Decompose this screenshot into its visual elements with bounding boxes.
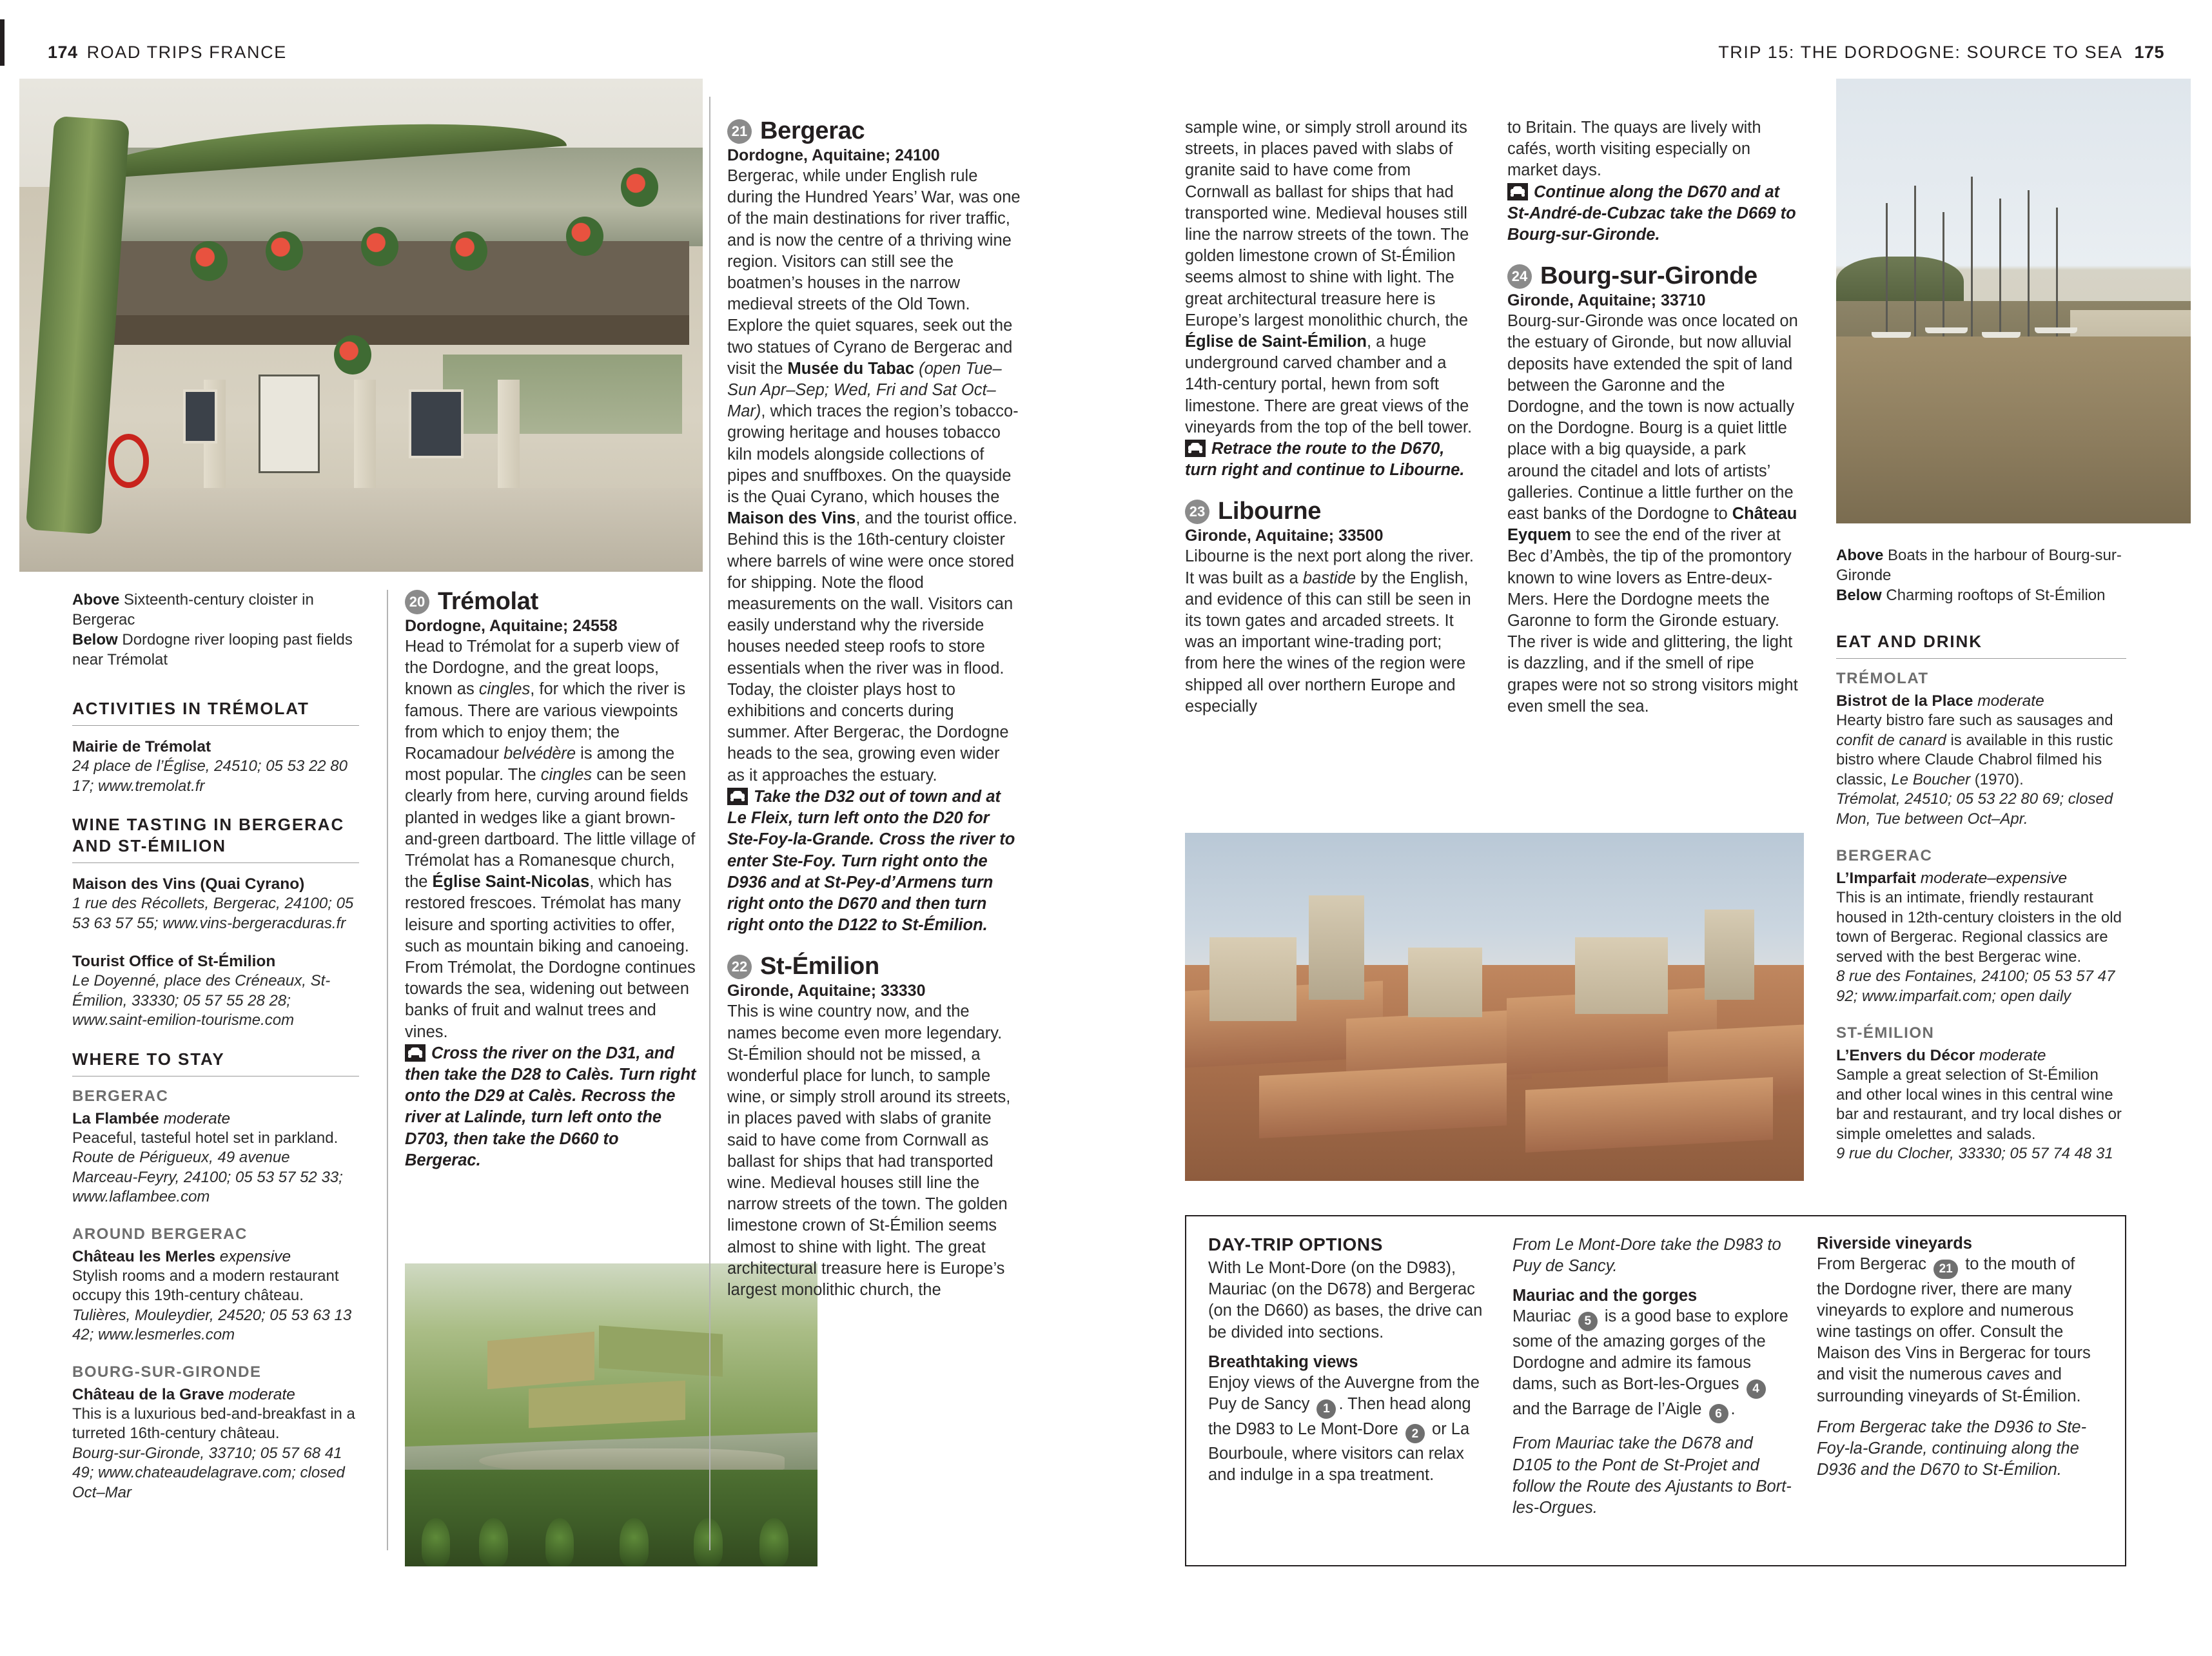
- heading-eat-and-drink: EAT AND DRINK: [1836, 631, 2126, 659]
- dt-seg: is a good base to explore some of the amazing gorges of the Dordogne and admire its famous dams, such as Bort-les-Orgues: [1512, 1307, 1788, 1394]
- poi-title: Libourne: [1218, 498, 1322, 525]
- stay-address: Route de Périgueux, 49 avenue Marceau-Feyry, 24100; 05 53 57 52 33; www.laflambee.com: [72, 1149, 343, 1205]
- poi-body: [405, 636, 698, 1043]
- driving-directions-stemilion: [1185, 438, 1478, 481]
- route-marker: 21: [1933, 1260, 1958, 1279]
- dt-seg: Mauriac: [1512, 1307, 1576, 1326]
- body-seg: Bourg-sur-Gironde was once located on the estuary of Gironde, but now alluvial deposits have extended the spit of land between the Garonne and the Dordogne, and the town is now actually on the Dordogne. Bourg is a quiet little place with a big quayside, a park around the citadel and lots of artists’ galleries. Continue a little further on the east banks of the Dordogne to: [1507, 312, 1798, 523]
- stay-group: [72, 1225, 359, 1345]
- body-seg: to see the end of the river at Bec d’Ambès, the tip of the promontory known to wine lovers as Entre-deux-Mers. Here the Dordogne meets the Garonne to form the Gironde estuary. The river is wide and glittering, the light is dazzling, and if the smell of ripe grapes were not so strong visitors might even smell the sea.: [1507, 526, 1798, 716]
- folio-left: 174: [48, 43, 78, 62]
- caption-above-text: Sixteenth-century cloister in Bergerac: [72, 591, 314, 628]
- stay-desc: This is a luxurious bed-and-breakfast in a turreted 16th-century château.: [72, 1405, 355, 1442]
- poi-title: St-Émilion: [760, 953, 879, 980]
- stay-desc: Peaceful, tasteful hotel set in parkland.: [72, 1129, 338, 1147]
- directions-text: Take the D32 out of town and at Le Fleix, turn left onto the D20 for Ste-Foy-la-Grande. Cross the river to enter Ste-Foy. Turn right onto the D936 and at St-Pey-d’Armens turn right onto the D670 and then turn right onto the D122 to St-Émilion.: [727, 787, 1015, 935]
- folio-right: 175: [2134, 43, 2164, 62]
- body-bold: Château Eyquem: [1507, 505, 1797, 545]
- body-italic: belvédère: [504, 745, 576, 763]
- wine-entry: [72, 951, 359, 1031]
- caption-below-label: Below: [72, 631, 118, 648]
- body-seg: is among the most popular. The: [405, 745, 675, 784]
- eat-town: TRÉMOLAT: [1836, 670, 1929, 687]
- body-seg: , which traces the region’s tobacco-growing heritage and houses tobacco kiln models alongside collections of pipes and snuffboxes. On the quayside is the Quai Cyrano, which houses the: [727, 402, 1019, 507]
- photo-dordogne-river-loop: [405, 1263, 817, 1566]
- body-seg-lib2: to Britain. The quays are lively with cafés, worth visiting especially on market days.: [1507, 119, 1761, 180]
- column-rule-2: [709, 97, 710, 1550]
- driving-directions-libourne: [1507, 182, 1801, 246]
- poi-number-badge: 21: [727, 119, 752, 144]
- stay-group: [72, 1363, 359, 1503]
- desc-italic: confit de canard: [1836, 731, 1946, 749]
- eat-name-text: L’Envers du Décor: [1836, 1047, 1975, 1064]
- eat-desc: [1836, 711, 2126, 790]
- stay-desc: Stylish rooms and a modern restaurant occupy this 19th-century château.: [72, 1267, 339, 1304]
- stay-name: [72, 1385, 359, 1405]
- heading-wine-tasting: WINE TASTING IN BERGERAC AND ST-ÉMILION: [72, 814, 359, 863]
- stay-name-text: Château les Merles: [72, 1247, 215, 1265]
- poi-subtitle: Dordogne, Aquitaine; 24100: [727, 146, 940, 164]
- eat-address: 9 rue du Clocher, 33330; 05 57 74 48 31: [1836, 1145, 2113, 1162]
- route-marker: 4: [1747, 1379, 1766, 1399]
- body-seg: Head to Trémolat for a superb view of the Dordogne, and the great loops, known as: [405, 638, 680, 699]
- directions-text: Cross the river on the D31, and then take the D28 to Calès. Turn right onto the D29 at Calès. Recross the river at Lalinde, turn left onto the D703, then take the D660 to Bergerac.: [405, 1044, 696, 1169]
- body-seg-b: , a huge underground carved chamber and a 14th-century portal, hewn from soft limestone. There are great views of the vineyards from the top of the bell tower.: [1185, 333, 1473, 436]
- running-title-right: TRIP 15: THE DORDOGNE: SOURCE TO SEA: [1718, 43, 2123, 62]
- poi-body-stemilion-part1: [727, 1001, 1021, 1301]
- poi-heading-stemilion: [727, 953, 1021, 980]
- caption-above-label: Above: [72, 591, 120, 609]
- eat-town: ST-ÉMILION: [1836, 1024, 1935, 1042]
- eat-address: Trémolat, 24510; 05 53 22 80 69; closed Mon, Tue between Oct–Apr.: [1836, 790, 2113, 828]
- dt-seg: . Then head along the D983 to Le Mont-Dore: [1208, 1395, 1471, 1438]
- caption-below-text: Dordogne river looping past fields near Trémolat: [72, 631, 353, 668]
- body-seg: , and the tourist office. Behind this is the 16th-century cloister where barrels of wine were once stored for shipping. Note the flood measurements on the wall. Visitors can easily understand why the riverside houses needed steep roofs to store essentials when the river was in flood. Today, the cloister plays host to exhibitions and concerts during summer. After Bergerac, the Dordogne heads to the sea, growing even wider as it approaches the estuary.: [727, 509, 1017, 784]
- driving-directions-bergerac: [727, 786, 1021, 936]
- poi-subtitle: Dordogne, Aquitaine; 24558: [405, 617, 618, 635]
- caption-above-text: Boats in the harbour of Bourg-sur-Gironde: [1836, 547, 2122, 584]
- poi-body-bourg: [1507, 311, 1801, 717]
- eat-desc: Sample a great selection of St-Émilion and other local wines in this central wine bar and restaurant, and try local dishes or simple omelettes and salads.: [1836, 1066, 2122, 1143]
- day-trip-col-2: [1512, 1234, 1794, 1547]
- body-seg: , for which the river is famous. There are various viewpoints from which to enjoy them; the Rocamadour: [405, 680, 686, 763]
- dt-seg: and the Barrage de l’Aigle: [1512, 1399, 1707, 1418]
- poi-number-badge: 20: [405, 590, 429, 614]
- day-trip-note-1: From Le Mont-Dore take the D983 to Puy de Sancy.: [1512, 1236, 1781, 1276]
- body-seg: Bergerac, while under English rule during the Hundred Years’ War, was one of the main destinations for river traffic, and is now the centre of a thriving wine region. Visitors can still see the boatmen’s houses in the narrow medieval streets of the Old Town. Explore the quiet squares, seek out the two statues of Cyrano de Bergerac and visit the: [727, 167, 1021, 378]
- heading-activities: ACTIVITIES IN TRÉMOLAT: [72, 698, 359, 726]
- photo-boats-harbour: [1836, 79, 2191, 523]
- body-seg: can be seen clearly from here, curving around fields planted in wedges like a giant brown-and-green dartboard. The little village of Trémolat has a Romanesque church, the: [405, 766, 696, 891]
- sidebar-practical-information: [72, 590, 359, 1521]
- poi-tremolat: [405, 588, 698, 1171]
- poi-number-badge: 24: [1507, 264, 1532, 289]
- dt-seg: and surrounding vineyards of St-Émilion.: [1817, 1365, 2081, 1405]
- body-italic: bastide: [1302, 569, 1356, 587]
- stay-town: BERGERAC: [72, 1087, 169, 1105]
- eat-address: 8 rue des Fontaines, 24100; 05 53 57 47 92; www.imparfait.com; open daily: [1836, 968, 2115, 1005]
- eat-price: moderate: [1979, 1047, 2046, 1064]
- eat-name: [1836, 1046, 2126, 1066]
- day-trip-section-text: [1817, 1254, 2098, 1407]
- wine-address: 1 rue des Récollets, Bergerac, 24100; 05 53 63 57 55; www.vins-bergeracduras.fr: [72, 895, 354, 932]
- dt-italic: caves: [1986, 1365, 2030, 1384]
- poi-body: [727, 166, 1021, 786]
- day-trip-heading: DAY-TRIP OPTIONS: [1208, 1234, 1383, 1254]
- desc-italic: Le Boucher: [1891, 770, 1971, 788]
- day-trip-note-3: From Bergerac take the D936 to Ste-Foy-la-Grande, continuing along the D936 and the D670 to St-Émilion.: [1817, 1417, 2087, 1479]
- body-seg-a: sample wine, or simply stroll around its streets, in places paved with slabs of granite said to have come from Cornwall as ballast for ships that had transported wine. Medieval houses still line the narrow streets of the town. The golden limestone crown of St-Émilion seems almost to shine with light. The great architectural treasure here is Europe’s largest monolithic church, the: [1185, 119, 1469, 329]
- poi-body-stemilion-tail: [1185, 117, 1478, 438]
- body-bold: Église Saint-Nicolas: [432, 873, 590, 891]
- heading-where-to-stay: WHERE TO STAY: [72, 1049, 359, 1076]
- eat-group: [1836, 670, 2126, 829]
- dt-seg: .: [1730, 1399, 1736, 1418]
- desc-seg: is available in this rustic bistro where Claude Chabrol filmed his classic,: [1836, 731, 2113, 788]
- poi-number-badge: 23: [1185, 500, 1209, 524]
- wine-name: Maison des Vins (Quai Cyrano): [72, 875, 305, 893]
- body-italic: cingles: [478, 680, 531, 699]
- body-seg-lib: by the English, and evidence of this can still be seen in its town gates and arcaded streets. It was an important wine-trading port; from here the wines of the region were shipped all over northern Europe and especially: [1185, 569, 1471, 716]
- poi-title: Bourg-sur-Gironde: [1540, 262, 1757, 290]
- stay-group: [72, 1087, 359, 1207]
- desc-seg: (1970).: [1970, 770, 2024, 788]
- route-marker: 6: [1709, 1404, 1728, 1423]
- stay-address: Tulières, Mouleydier, 24520; 05 53 63 13 42; www.lesmerles.com: [72, 1306, 352, 1343]
- body-bold: Maison des Vins: [727, 509, 856, 528]
- day-trip-section-title: Breathtaking views: [1208, 1352, 1358, 1371]
- eat-group: [1836, 1024, 2126, 1164]
- poi-heading-libourne: [1185, 498, 1478, 525]
- caption-above-label: Above: [1836, 547, 1884, 564]
- body-seg: , which has restored frescoes. Trémolat has many leisure and sporting activities to offer, such as mountain biking and canoeing. From Trémolat, the Dordogne continues towards the sea, widening out between banks of fruit and walnut trees and vines.: [405, 873, 696, 1041]
- route-marker: 5: [1578, 1312, 1598, 1331]
- car-icon: [405, 1044, 426, 1062]
- poi-body-libourne: [1185, 546, 1478, 717]
- eat-group: [1836, 847, 2126, 1006]
- stay-price: moderate: [228, 1385, 295, 1403]
- poi-title: Bergerac: [760, 117, 865, 144]
- poi-heading-tremolat: [405, 588, 698, 616]
- poi-heading-bergerac: [727, 117, 1021, 145]
- eat-desc: This is an intimate, friendly restaurant housed in 12th-century cloisters in the old town of Bergerac. Regional classics are served with the best Bergerac wine.: [1836, 889, 2122, 966]
- sidebar-eat-and-drink: [1836, 545, 2126, 1182]
- poi-bergerac: [727, 117, 1021, 1301]
- running-title-left: ROAD TRIPS FRANCE: [86, 43, 287, 62]
- activity-entry: [72, 737, 359, 796]
- stay-price: moderate: [163, 1109, 231, 1127]
- poi-subtitle: Gironde, Aquitaine; 33710: [1507, 291, 1706, 310]
- body-seg: Libourne is the next port along the river. It was built as a: [1185, 547, 1474, 587]
- dt-seg: Enjoy views of the Auvergne from the Puy de Sancy: [1208, 1373, 1480, 1414]
- poi-stemilion-continued: [1185, 117, 1478, 717]
- activity-address: 24 place de l’Église, 24510; 05 53 22 80 17; www.tremolat.fr: [72, 757, 347, 795]
- day-trip-intro: With Le Mont-Dore (on the D983), Mauriac (on the D678) and Bergerac (on the D660) as bases, the drive can be divided into sections.: [1208, 1259, 1483, 1341]
- caption-below-text: Charming rooftops of St-Émilion: [1881, 587, 2106, 604]
- car-icon: [727, 788, 748, 805]
- photo-rooftops-stemilion: [1185, 833, 1804, 1181]
- stay-price: expensive: [219, 1247, 291, 1265]
- wine-address: Le Doyenné, place des Créneaux, St-Émilion, 33330; 05 57 55 28 28; www.saint-emilion-tourisme.com: [72, 972, 331, 1029]
- eat-price: moderate: [1977, 692, 2044, 710]
- stay-town: BOURG-SUR-GIRONDE: [72, 1363, 262, 1381]
- day-trip-col-3: [1817, 1234, 2098, 1547]
- poi-subtitle: Gironde, Aquitaine; 33500: [1185, 527, 1384, 545]
- poi-title: Trémolat: [438, 588, 538, 615]
- day-trip-section-text: [1208, 1372, 1489, 1486]
- body-seg: This is wine country now, and the names become even more legendary. St-Émilion should not be missed, a wonderful place for lunch, to sample wine, or simply stroll around its streets, in places paved with slabs of granite said to have come from Cornwall as ballast for ships that had transported wine. Medieval houses still line the narrow streets of the town. The golden limestone crown of St-Émilion seems almost to shine with light. The great architectural treasure here is Europe’s largest monolithic church, the: [727, 1002, 1011, 1299]
- stay-name: [72, 1109, 359, 1129]
- wine-name: Tourist Office of St-Émilion: [72, 953, 276, 970]
- car-icon: [1185, 440, 1206, 457]
- eat-name-text: Bistrot de la Place: [1836, 692, 1973, 710]
- activity-name: Mairie de Trémolat: [72, 738, 211, 755]
- driving-directions-tremolat: [405, 1043, 698, 1171]
- running-head-left: [48, 43, 287, 63]
- car-icon: [1507, 183, 1528, 200]
- stay-name: [72, 1247, 359, 1267]
- stay-address: Bourg-sur-Gironde, 33710; 05 57 68 41 49; www.chateaudelagrave.com; closed Oct–Mar: [72, 1444, 345, 1501]
- day-trip-section-title: Mauriac and the gorges: [1512, 1287, 1698, 1305]
- day-trip-note-2: From Mauriac take the D678 and D105 to the Pont de St-Projet and follow the Route des Ajustants to Bort-les-Orgues.: [1512, 1434, 1792, 1517]
- desc-seg: Hearty bistro fare such as sausages and: [1836, 712, 2113, 729]
- photo-cloister-bergerac: [19, 79, 703, 572]
- route-marker: 1: [1316, 1399, 1336, 1419]
- day-trip-col-1: [1208, 1234, 1489, 1547]
- day-trip-section-text: [1512, 1306, 1794, 1423]
- caption-below-label: Below: [1836, 587, 1882, 604]
- poi-heading-bourg: [1507, 262, 1801, 290]
- day-trip-section-title: Riverside vineyards: [1817, 1234, 1972, 1252]
- dt-seg: From Bergerac: [1817, 1255, 1932, 1273]
- eat-name: [1836, 691, 2126, 711]
- body-bold: Musée du Tabac: [787, 359, 915, 378]
- eat-price: moderate–expensive: [1920, 870, 2068, 887]
- body-italic: cingles: [540, 766, 592, 784]
- poi-bourg-sur-gironde: [1507, 117, 1801, 717]
- stay-name-text: Château de la Grave: [72, 1385, 224, 1403]
- day-trip-options-box: [1185, 1215, 2126, 1566]
- poi-number-badge: 22: [727, 955, 752, 979]
- page-edge-rule: [0, 19, 5, 66]
- eat-name-text: L’Imparfait: [1836, 870, 1916, 887]
- stay-town: AROUND BERGERAC: [72, 1225, 248, 1243]
- body-bold-church: Église de Saint-Émilion: [1185, 333, 1367, 351]
- eat-town: BERGERAC: [1836, 847, 1933, 864]
- poi-body-libourne-tail: [1507, 117, 1801, 182]
- caption-left-photos: [72, 590, 359, 670]
- directions-text: Retrace the route to the D670, turn right and continue to Libourne.: [1185, 440, 1465, 480]
- directions-text: Continue along the D670 and at St-André-de-Cubzac take the D669 to Bourg-sur-Gironde.: [1507, 182, 1796, 244]
- route-marker: 2: [1405, 1424, 1425, 1443]
- poi-subtitle: Gironde, Aquitaine; 33330: [727, 982, 926, 1000]
- dt-seg: or La Bourboule, where visitors can relax and indulge in a spa treatment.: [1208, 1419, 1470, 1485]
- wine-entry: [72, 874, 359, 933]
- stay-name-text: La Flambée: [72, 1109, 159, 1127]
- eat-name: [1836, 868, 2126, 888]
- body-italic: (open Tue–Sun Apr–Sep; Wed, Fri and Sat Oct–Mar): [727, 359, 1002, 421]
- column-rule-1: [387, 590, 388, 1550]
- running-head-right: [1718, 43, 2164, 63]
- dt-seg: to the mouth of the Dordogne river, there are many vineyards to explore and numerous wine tastings on offer. Consult the Maison des Vins in Bergerac for tours and visit the numerous: [1817, 1255, 2091, 1384]
- caption-right-photos: [1836, 545, 2126, 605]
